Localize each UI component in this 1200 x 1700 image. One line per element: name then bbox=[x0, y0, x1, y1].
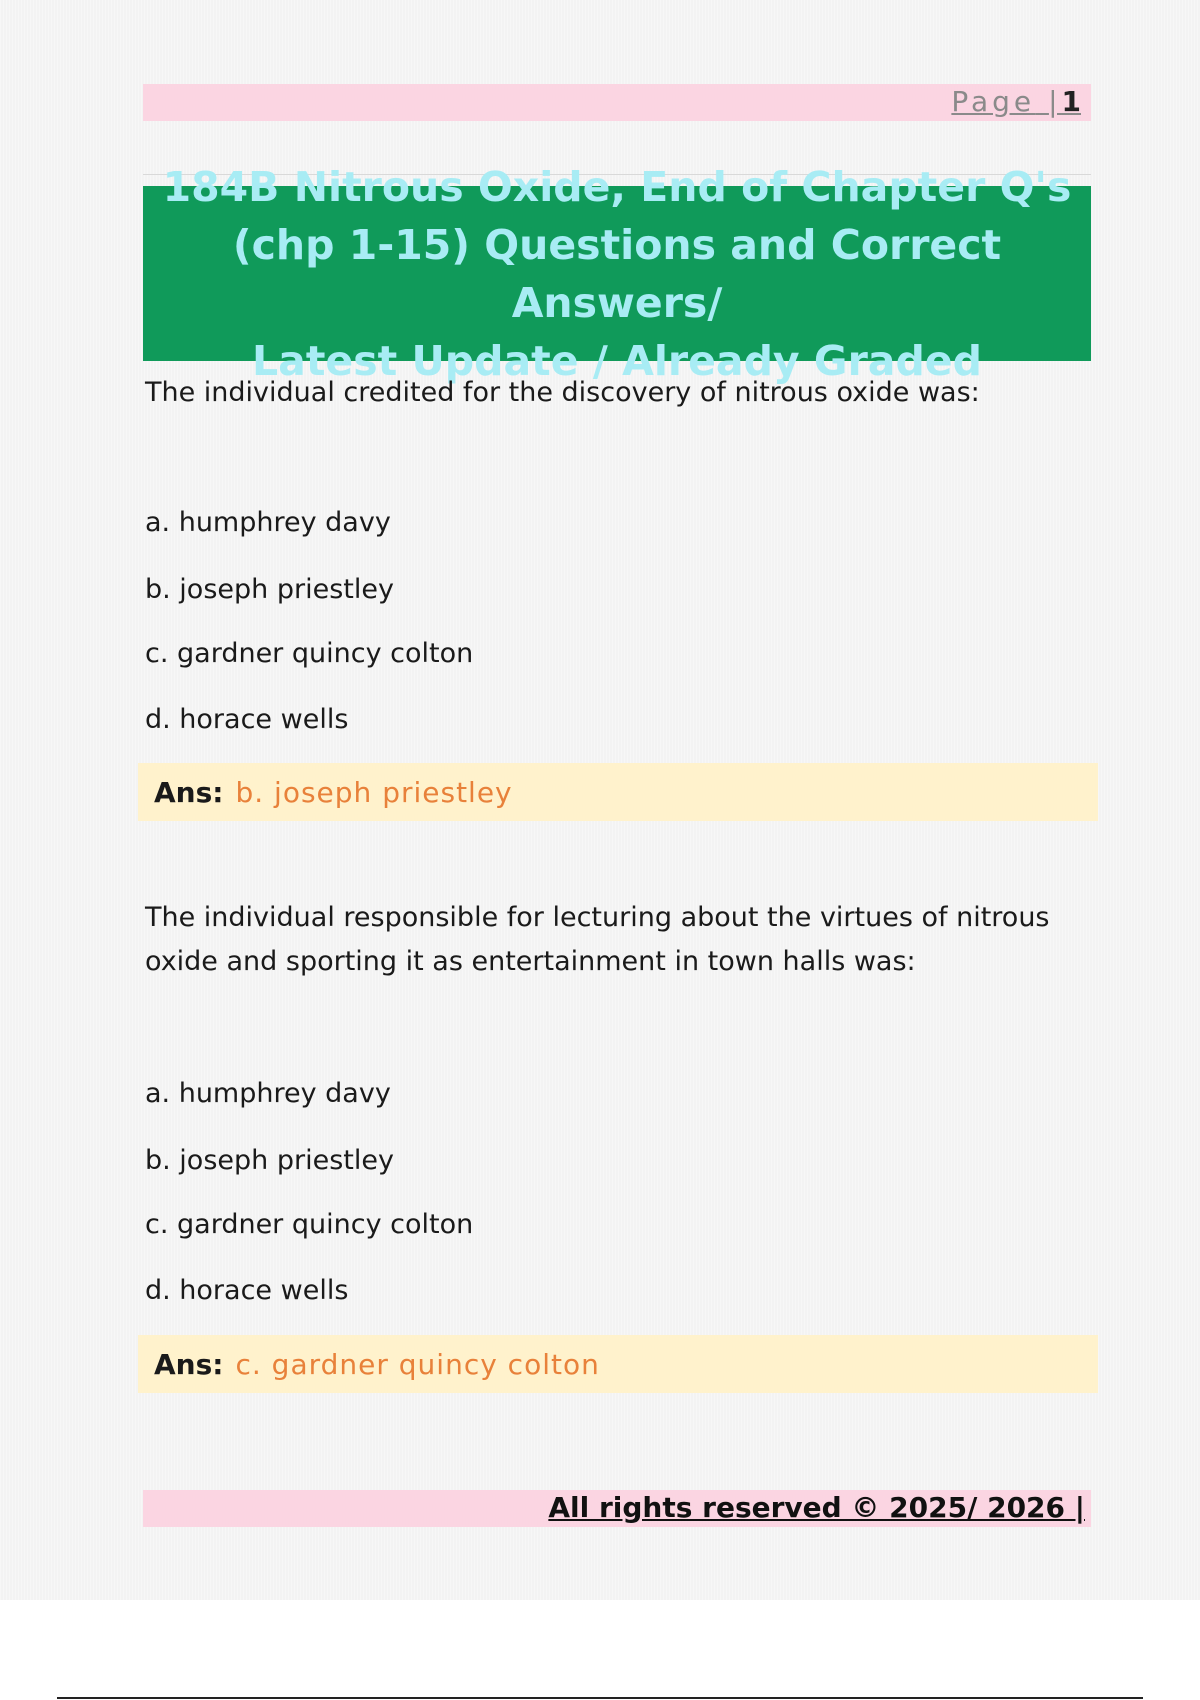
question-2-option-a: a. humphrey davy bbox=[145, 1078, 391, 1109]
page-label-text: Page bbox=[951, 85, 1036, 118]
bottom-divider bbox=[57, 1697, 1143, 1699]
copyright-notice: All rights reserved © 2025/ 2026 | bbox=[548, 1491, 1085, 1524]
page-number-label bbox=[951, 85, 1081, 119]
page-header-bar bbox=[143, 84, 1091, 121]
question-1-text: The individual credited for the discovery of nitrous oxide was: bbox=[145, 377, 980, 408]
question-2-text: The individual responsible for lecturing about the virtues of nitrous oxide and sporting it as entertainment in town halls was: bbox=[145, 902, 1050, 977]
question-1-answer-label: Ans: bbox=[154, 775, 224, 809]
question-1-option-a: a. humphrey davy bbox=[145, 507, 391, 538]
question-2-option-b: b. joseph priestley bbox=[145, 1145, 394, 1176]
document-title: 184B Nitrous Oxide, End of Chapter Q's (chp 1-15) Questions and Correct Answers/ Latest Update / Already Graded bbox=[162, 162, 1072, 385]
question-2-answer-value: c. gardner quincy colton bbox=[235, 1347, 600, 1381]
question-1-answer-value: b. joseph priestley bbox=[235, 775, 513, 809]
question-2-option-d: d. horace wells bbox=[145, 1275, 349, 1306]
question-1-answer-box bbox=[138, 763, 1098, 821]
page-number-value: 1 bbox=[1061, 85, 1081, 118]
page-separator: | bbox=[1048, 85, 1062, 118]
question-2-answer-label: Ans: bbox=[154, 1347, 224, 1381]
document-title-banner bbox=[143, 162, 1091, 385]
question-2-option-c: c. gardner quincy colton bbox=[145, 1209, 474, 1240]
question-2-answer-box bbox=[138, 1335, 1098, 1393]
page-footer-bar bbox=[143, 1490, 1091, 1527]
question-1-option-c: c. gardner quincy colton bbox=[145, 638, 474, 669]
question-1-option-d: d. horace wells bbox=[145, 704, 349, 735]
question-1-option-b: b. joseph priestley bbox=[145, 574, 394, 605]
